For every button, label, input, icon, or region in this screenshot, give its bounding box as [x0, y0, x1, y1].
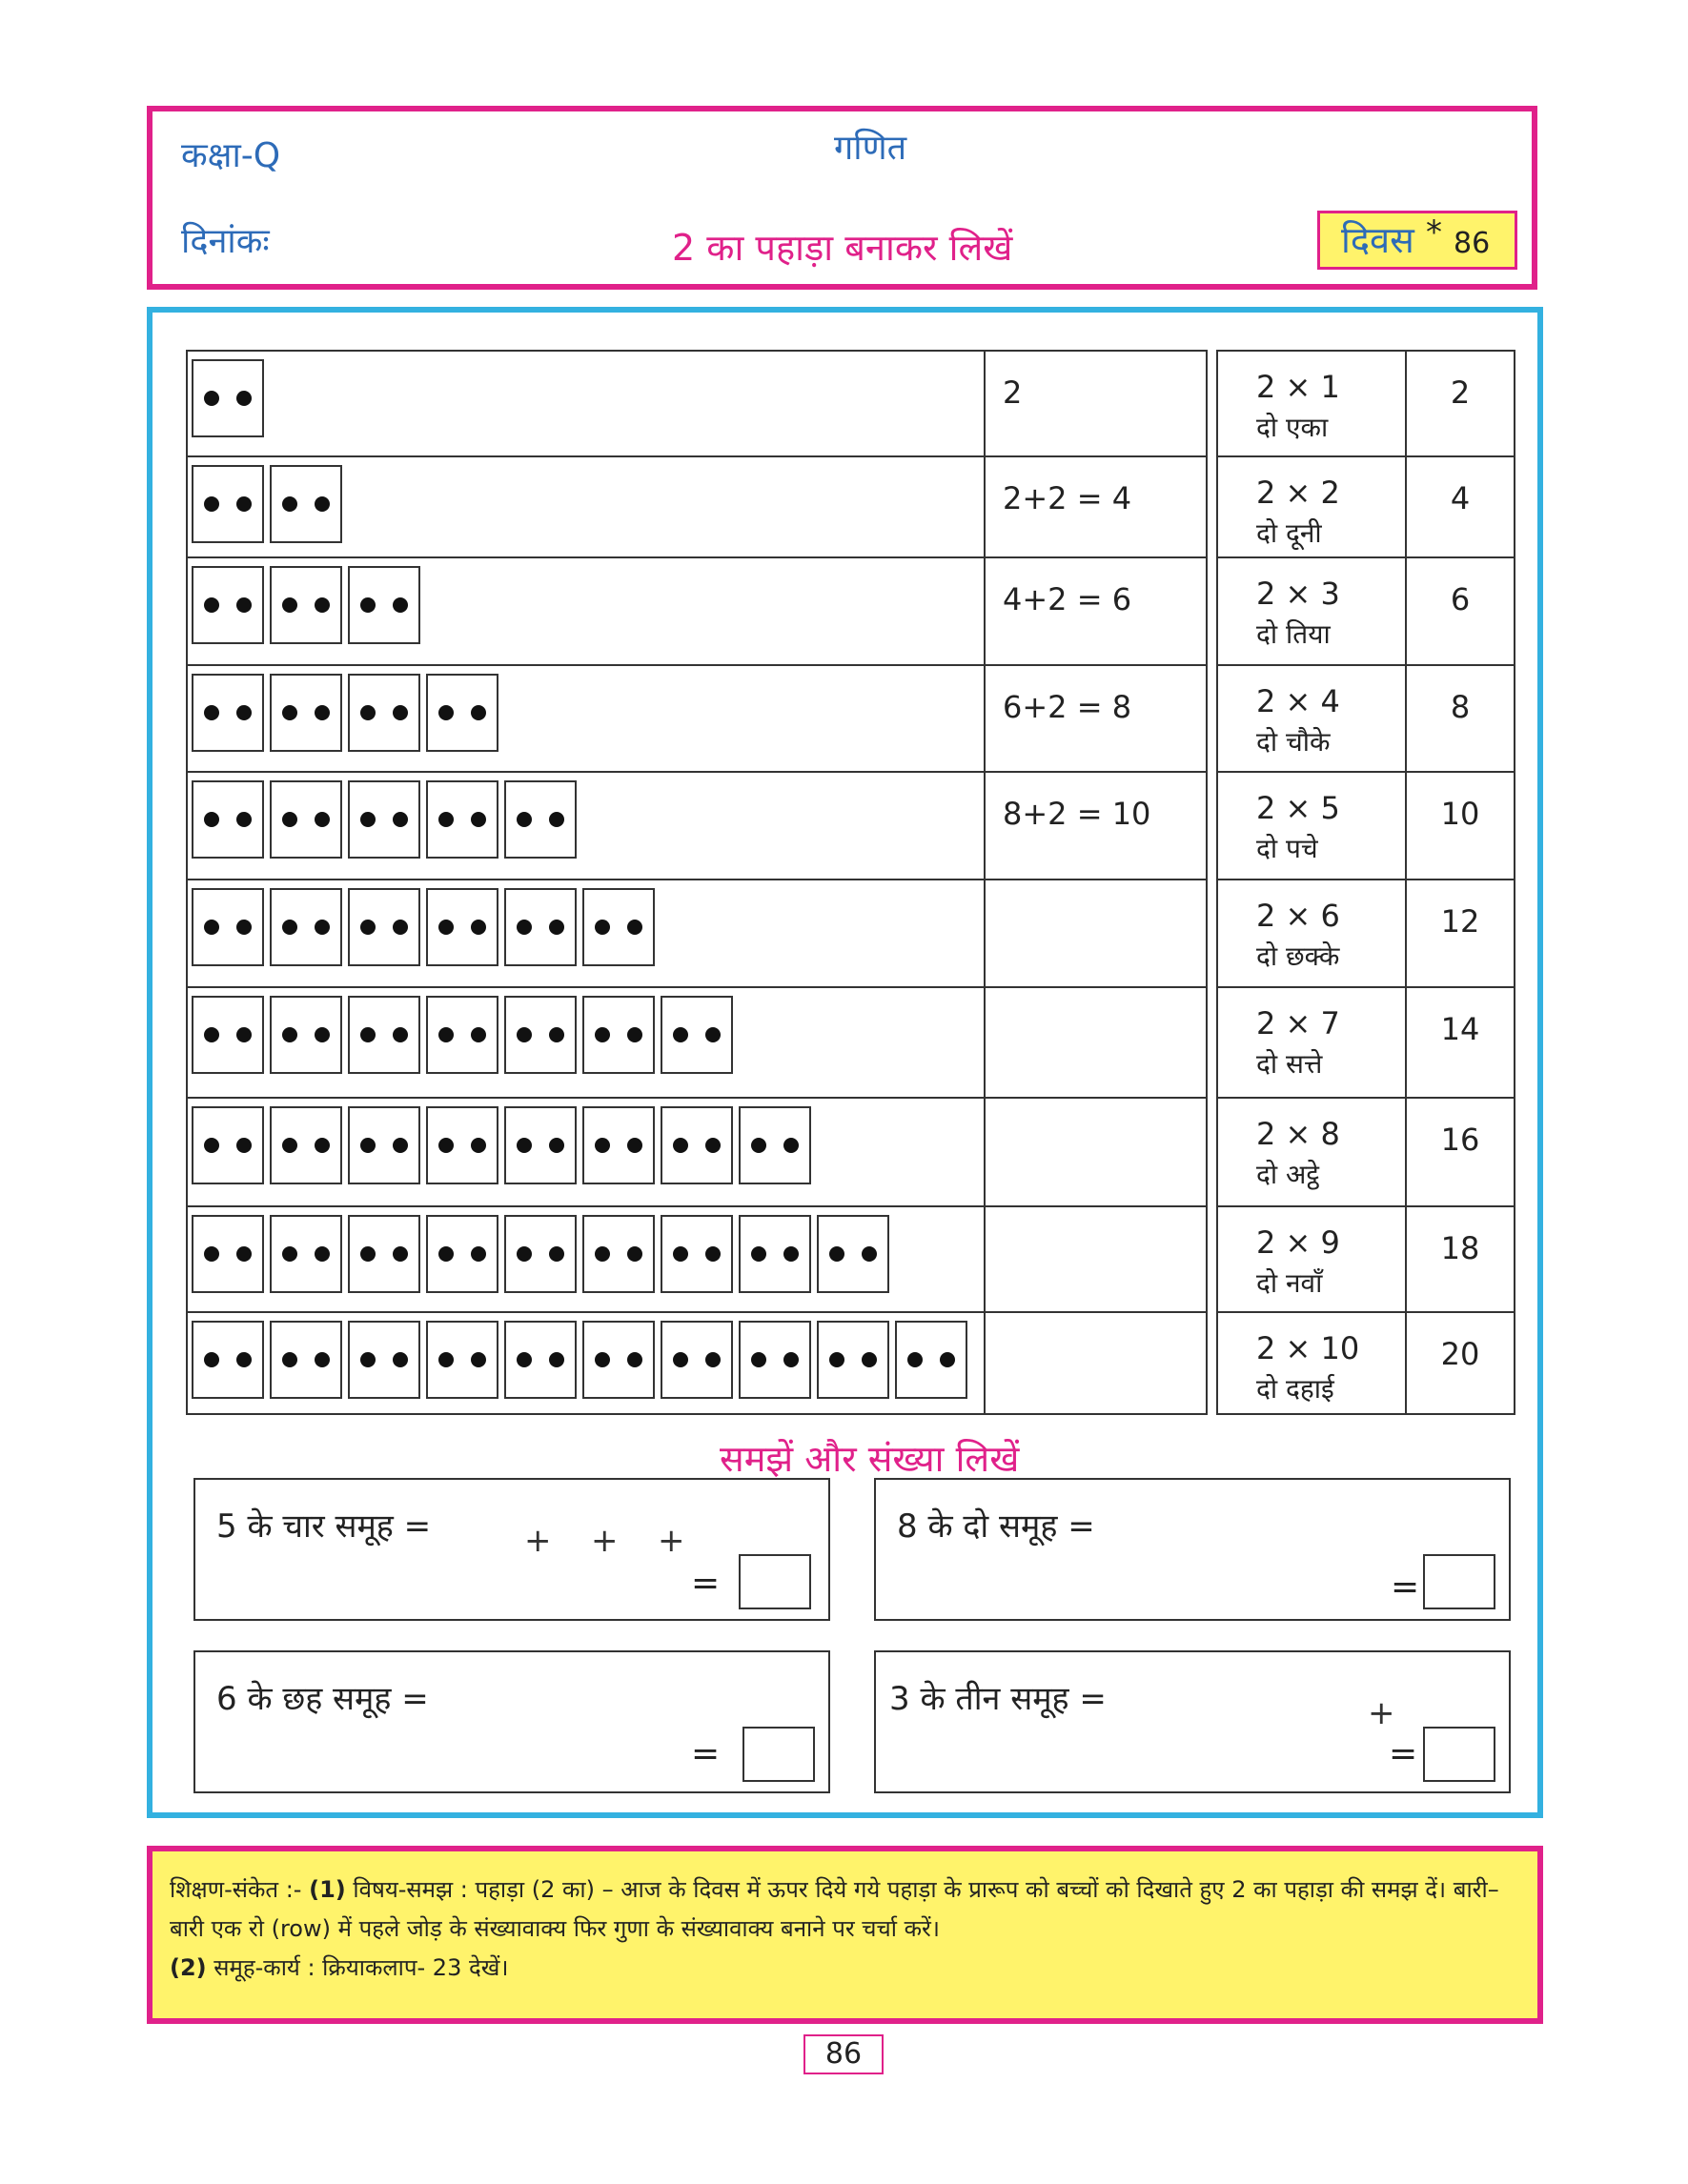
- dot-groups-cell: [187, 351, 985, 456]
- dot: [204, 1352, 219, 1367]
- sum-cell: 4+2 = 6: [985, 557, 1207, 665]
- dot: [705, 1246, 721, 1262]
- dot: [204, 597, 219, 613]
- sum-cell[interactable]: [985, 1206, 1207, 1312]
- dots-row: [187, 665, 1207, 772]
- dot: [282, 812, 297, 827]
- dots-row: [187, 1206, 1207, 1312]
- result-cell: 20: [1406, 1312, 1515, 1414]
- dot-pair-box: [739, 1321, 811, 1399]
- multiplication-row: [1217, 772, 1515, 880]
- dot: [438, 1352, 454, 1367]
- dot-pair-box: [192, 674, 264, 752]
- dot: [751, 1352, 766, 1367]
- dot: [438, 1138, 454, 1153]
- sum-cell[interactable]: [985, 987, 1207, 1098]
- dot: [595, 1352, 610, 1367]
- dot: [627, 1138, 642, 1153]
- dot-pair-box: [661, 996, 733, 1074]
- dot-pair-box: [661, 1106, 733, 1184]
- dot-pair-box: [270, 566, 342, 644]
- dot: [783, 1138, 799, 1153]
- dot-pair-box: [661, 1321, 733, 1399]
- dot-pair-box: [270, 1321, 342, 1399]
- dot: [627, 920, 642, 935]
- dot: [438, 705, 454, 720]
- answer-box[interactable]: [742, 1727, 815, 1782]
- dot: [315, 812, 330, 827]
- plus-sign: +: [1368, 1694, 1395, 1732]
- dot: [236, 1138, 252, 1153]
- dot: [595, 920, 610, 935]
- day-badge: [1317, 211, 1517, 270]
- dot-groups-cell: [187, 665, 985, 772]
- dot: [282, 1352, 297, 1367]
- dot: [471, 1027, 486, 1042]
- sum-cell[interactable]: [985, 1312, 1207, 1414]
- dot: [236, 496, 252, 512]
- dot: [204, 1246, 219, 1262]
- sum-cell: 6+2 = 8: [985, 665, 1207, 772]
- dot-pair-box: [348, 996, 420, 1074]
- dot-groups-cell: [187, 1206, 985, 1312]
- dot-pair-box: [582, 996, 655, 1074]
- multiplication-expression: 2 × 3: [1256, 576, 1340, 612]
- dot: [595, 1246, 610, 1262]
- dot-pair-box: [739, 1106, 811, 1184]
- dot: [236, 1246, 252, 1262]
- dot: [471, 1246, 486, 1262]
- dot: [393, 1352, 408, 1367]
- multiplication-expression: 2 × 9: [1256, 1224, 1340, 1261]
- sum-cell[interactable]: [985, 1098, 1207, 1206]
- dot-pair-box: [817, 1321, 889, 1399]
- dot: [517, 1352, 532, 1367]
- result-cell: 4: [1406, 456, 1515, 557]
- dot-pair-box: [504, 1106, 577, 1184]
- result-cell: 16: [1406, 1098, 1515, 1206]
- multiplication-row: [1217, 351, 1515, 456]
- dot: [204, 705, 219, 720]
- dot: [595, 1027, 610, 1042]
- dot: [236, 597, 252, 613]
- task-title: 2 का पहाड़ा बनाकर लिखें: [672, 227, 1013, 269]
- dot: [549, 1027, 564, 1042]
- dot: [627, 1246, 642, 1262]
- note-point-1-number: (1): [309, 1876, 346, 1903]
- multiplication-words: दो छक्के: [1256, 940, 1340, 972]
- dot: [282, 1138, 297, 1153]
- result-cell: 8: [1406, 665, 1515, 772]
- dot: [829, 1246, 844, 1262]
- sum-cell: 8+2 = 10: [985, 772, 1207, 880]
- dot: [517, 1027, 532, 1042]
- multiplication-cell: [1217, 772, 1406, 880]
- multiplication-row: [1217, 880, 1515, 987]
- multiplication-words: दो अट्ठे: [1256, 1159, 1320, 1190]
- dot: [783, 1352, 799, 1367]
- dot: [236, 920, 252, 935]
- dot-pair-box: [192, 1106, 264, 1184]
- multiplication-row: [1217, 665, 1515, 772]
- multiplication-row: [1217, 1206, 1515, 1312]
- multiplication-words: दो एका: [1256, 412, 1329, 443]
- group-question-2: [874, 1478, 1511, 1621]
- dot: [549, 812, 564, 827]
- dot-pair-box: [426, 780, 498, 859]
- dot: [282, 1027, 297, 1042]
- dot: [315, 1352, 330, 1367]
- dots-row: [187, 456, 1207, 557]
- dot-pair-box: [192, 888, 264, 966]
- dot: [783, 1246, 799, 1262]
- group-question-4: [874, 1650, 1511, 1793]
- dot-pair-box: [348, 674, 420, 752]
- equals-sign: =: [691, 1564, 721, 1603]
- multiplication-words: दो नवाँ: [1256, 1267, 1323, 1299]
- dot-pair-box: [270, 888, 342, 966]
- dot-pair-box: [504, 1321, 577, 1399]
- multiplication-words: दो दहाई: [1256, 1373, 1334, 1405]
- dot: [471, 1352, 486, 1367]
- dot: [236, 1027, 252, 1042]
- dot: [627, 1352, 642, 1367]
- dots-row: [187, 351, 1207, 456]
- multiplication-row: [1217, 1312, 1515, 1414]
- dot-pair-box: [426, 888, 498, 966]
- dot-pair-box: [192, 780, 264, 859]
- dot: [673, 1246, 688, 1262]
- dot: [393, 1027, 408, 1042]
- group-question-text: 3 के तीन समूह =: [889, 1680, 1107, 1718]
- group-question-text: 5 के चार समूह =: [216, 1507, 432, 1546]
- dot-pair-box: [270, 996, 342, 1074]
- dot-groups-cell: [187, 772, 985, 880]
- dot-pair-box: [270, 780, 342, 859]
- dot: [438, 1246, 454, 1262]
- note-label: शिक्षण-संकेत :-: [170, 1876, 302, 1903]
- dot: [907, 1352, 923, 1367]
- dot-pair-box: [192, 1321, 264, 1399]
- dot: [673, 1027, 688, 1042]
- dot: [471, 705, 486, 720]
- dot: [315, 597, 330, 613]
- dot-pair-box: [426, 1321, 498, 1399]
- dot: [393, 597, 408, 613]
- result-cell: 6: [1406, 557, 1515, 665]
- dot: [517, 812, 532, 827]
- dot: [282, 597, 297, 613]
- plus-sign: +: [524, 1522, 552, 1560]
- multiplication-cell: [1217, 557, 1406, 665]
- multiplication-cell: [1217, 987, 1406, 1098]
- result-cell: 12: [1406, 880, 1515, 987]
- dot: [438, 812, 454, 827]
- dot-pair-box: [270, 1106, 342, 1184]
- multiplication-expression: 2 × 6: [1256, 898, 1340, 934]
- dot: [751, 1246, 766, 1262]
- dot: [236, 1352, 252, 1367]
- dot-pair-box: [348, 1215, 420, 1293]
- multiplication-expression: 2 × 10: [1256, 1330, 1360, 1366]
- dot-groups-cell: [187, 456, 985, 557]
- dot-pair-box: [582, 1106, 655, 1184]
- dot: [549, 1246, 564, 1262]
- answer-box[interactable]: [1423, 1554, 1495, 1609]
- multiplication-cell: [1217, 665, 1406, 772]
- dot-pair-box: [192, 465, 264, 543]
- result-cell: 18: [1406, 1206, 1515, 1312]
- multiplication-cell: [1217, 1098, 1406, 1206]
- multiplication-words: दो चौके: [1256, 726, 1331, 758]
- multiplication-expression: 2 × 5: [1256, 790, 1340, 826]
- dot: [751, 1138, 766, 1153]
- dot: [393, 1246, 408, 1262]
- groups-section-title: समझें और संख्या लिखें: [720, 1438, 1020, 1480]
- dot-groups-cell: [187, 1098, 985, 1206]
- dot: [517, 1246, 532, 1262]
- dot: [673, 1138, 688, 1153]
- dot-pair-box: [504, 780, 577, 859]
- dot-pair-box: [504, 996, 577, 1074]
- dot: [315, 1027, 330, 1042]
- dot: [517, 1138, 532, 1153]
- dot: [204, 1138, 219, 1153]
- dot-pair-box: [582, 1215, 655, 1293]
- dots-row: [187, 880, 1207, 987]
- multiplication-cell: [1217, 351, 1406, 456]
- dot-pair-box: [348, 566, 420, 644]
- dot-groups-cell: [187, 987, 985, 1098]
- dot-pair-box: [348, 1106, 420, 1184]
- multiplication-expression: 2 × 4: [1256, 683, 1340, 719]
- dot-pair-box: [192, 359, 264, 437]
- dots-row: [187, 1312, 1207, 1414]
- multiplication-cell: [1217, 880, 1406, 987]
- dots-row: [187, 557, 1207, 665]
- dot: [360, 1246, 376, 1262]
- day-star: *: [1425, 213, 1442, 252]
- dot-pair-box: [192, 996, 264, 1074]
- class-label: कक्षा-Q: [181, 136, 281, 175]
- plus-sign: +: [591, 1522, 619, 1560]
- multiplication-table: [1216, 350, 1515, 1415]
- equals-sign: =: [691, 1734, 721, 1773]
- dot-groups-cell: [187, 880, 985, 987]
- dot: [595, 1138, 610, 1153]
- dot: [315, 496, 330, 512]
- dot-pair-box: [739, 1215, 811, 1293]
- multiplication-expression: 2 × 2: [1256, 475, 1340, 511]
- dot: [236, 812, 252, 827]
- equals-sign: =: [1391, 1567, 1420, 1607]
- note-point-1-text: विषय-समझ : पहाड़ा (2 का) – आज के दिवस में ऊपर दिये गये पहाड़ा के प्रारूप को बच्चों को दिखाते हुए 2 का पहाड़ा की समझ दें। बारी–बारी एक रो (row) में पहले जोड़ के संख्यावाक्य फिर गुणा के संख्यावाक्य बनाने पर चर्चा करें।: [170, 1876, 1499, 1942]
- dot: [315, 1138, 330, 1153]
- dot-pair-box: [270, 465, 342, 543]
- dot: [315, 705, 330, 720]
- dot: [517, 920, 532, 935]
- main-box: [147, 307, 1543, 1818]
- dot: [360, 705, 376, 720]
- dot-pair-box: [661, 1215, 733, 1293]
- result-cell: 2: [1406, 351, 1515, 456]
- dot: [315, 1246, 330, 1262]
- dot-pair-box: [504, 888, 577, 966]
- dot-pair-box: [426, 1106, 498, 1184]
- dot: [315, 920, 330, 935]
- multiplication-row: [1217, 1098, 1515, 1206]
- dot-pair-box: [895, 1321, 967, 1399]
- answer-box[interactable]: [739, 1554, 811, 1609]
- dot: [236, 391, 252, 406]
- dot: [393, 920, 408, 935]
- dot: [360, 812, 376, 827]
- dot-pair-box: [192, 566, 264, 644]
- dot: [204, 920, 219, 935]
- dot: [393, 1138, 408, 1153]
- dot: [471, 920, 486, 935]
- dot: [360, 1138, 376, 1153]
- dots-row: [187, 987, 1207, 1098]
- dot-pair-box: [270, 1215, 342, 1293]
- dot: [471, 1138, 486, 1153]
- dot: [549, 1352, 564, 1367]
- group-question-3: [193, 1650, 830, 1793]
- day-number: 86: [1454, 227, 1491, 260]
- dot: [549, 920, 564, 935]
- note-point-2-text: समूह-कार्य : क्रियाकलाप- 23 देखें।: [214, 1954, 509, 1981]
- dot: [282, 1246, 297, 1262]
- dot: [204, 812, 219, 827]
- dot: [204, 496, 219, 512]
- note-point-2-number: (2): [170, 1954, 207, 1981]
- multiplication-expression: 2 × 7: [1256, 1005, 1340, 1041]
- dot: [282, 920, 297, 935]
- multiplication-cell: [1217, 456, 1406, 557]
- dot: [360, 597, 376, 613]
- dot: [438, 920, 454, 935]
- dot: [204, 391, 219, 406]
- dot: [360, 1352, 376, 1367]
- multiplication-expression: 2 × 1: [1256, 369, 1340, 405]
- sum-cell: 2: [985, 351, 1207, 456]
- dot-pair-box: [426, 996, 498, 1074]
- sum-cell: 2+2 = 4: [985, 456, 1207, 557]
- dot: [393, 705, 408, 720]
- dot-pair-box: [817, 1215, 889, 1293]
- dots-row: [187, 772, 1207, 880]
- dot-pair-box: [426, 674, 498, 752]
- dot-pair-box: [426, 1215, 498, 1293]
- dot-pair-box: [504, 1215, 577, 1293]
- group-question-1: [193, 1478, 830, 1621]
- multiplication-words: दो पचे: [1256, 833, 1318, 864]
- dot-pair-box: [348, 780, 420, 859]
- dot: [549, 1138, 564, 1153]
- header-box: [147, 106, 1537, 290]
- page-number: 86: [803, 2034, 884, 2074]
- dot: [360, 920, 376, 935]
- dot-pair-box: [348, 888, 420, 966]
- answer-box[interactable]: [1423, 1727, 1495, 1782]
- multiplication-row: [1217, 557, 1515, 665]
- multiplication-row: [1217, 987, 1515, 1098]
- multiplication-cell: [1217, 1206, 1406, 1312]
- multiplication-words: दो तिया: [1256, 618, 1331, 650]
- date-label: दिनांकः: [181, 222, 270, 261]
- subject-label: गणित: [834, 129, 907, 168]
- multiplication-words: दो सत्ते: [1256, 1048, 1323, 1080]
- dot: [204, 1027, 219, 1042]
- dot-pair-box: [270, 674, 342, 752]
- multiplication-expression: 2 × 8: [1256, 1116, 1340, 1152]
- equals-sign: =: [1389, 1734, 1418, 1773]
- multiplication-cell: [1217, 1312, 1406, 1414]
- dot: [829, 1352, 844, 1367]
- dot: [673, 1352, 688, 1367]
- dot: [471, 812, 486, 827]
- sum-cell[interactable]: [985, 880, 1207, 987]
- dots-row: [187, 1098, 1207, 1206]
- dot: [705, 1027, 721, 1042]
- dot-pair-box: [582, 1321, 655, 1399]
- result-cell: 14: [1406, 987, 1515, 1098]
- dot: [940, 1352, 955, 1367]
- dot: [705, 1352, 721, 1367]
- dot: [393, 812, 408, 827]
- teaching-note: [147, 1846, 1543, 2024]
- dot: [627, 1027, 642, 1042]
- dot: [282, 496, 297, 512]
- dot: [438, 1027, 454, 1042]
- dot-groups-cell: [187, 557, 985, 665]
- group-question-text: 8 के दो समूह =: [897, 1507, 1095, 1546]
- group-question-text: 6 के छह समूह =: [216, 1680, 429, 1718]
- multiplication-words: दो दूनी: [1256, 517, 1322, 549]
- dot-pair-box: [582, 888, 655, 966]
- result-cell: 10: [1406, 772, 1515, 880]
- dot: [862, 1246, 877, 1262]
- dots-table: [186, 350, 1208, 1415]
- dot: [236, 705, 252, 720]
- dot-pair-box: [192, 1215, 264, 1293]
- multiplication-row: [1217, 456, 1515, 557]
- dot: [360, 1027, 376, 1042]
- plus-sign: +: [658, 1522, 685, 1560]
- dot: [282, 705, 297, 720]
- dot-pair-box: [348, 1321, 420, 1399]
- dot-groups-cell: [187, 1312, 985, 1414]
- dot: [862, 1352, 877, 1367]
- dot: [705, 1138, 721, 1153]
- day-label: दिवस: [1341, 219, 1414, 261]
